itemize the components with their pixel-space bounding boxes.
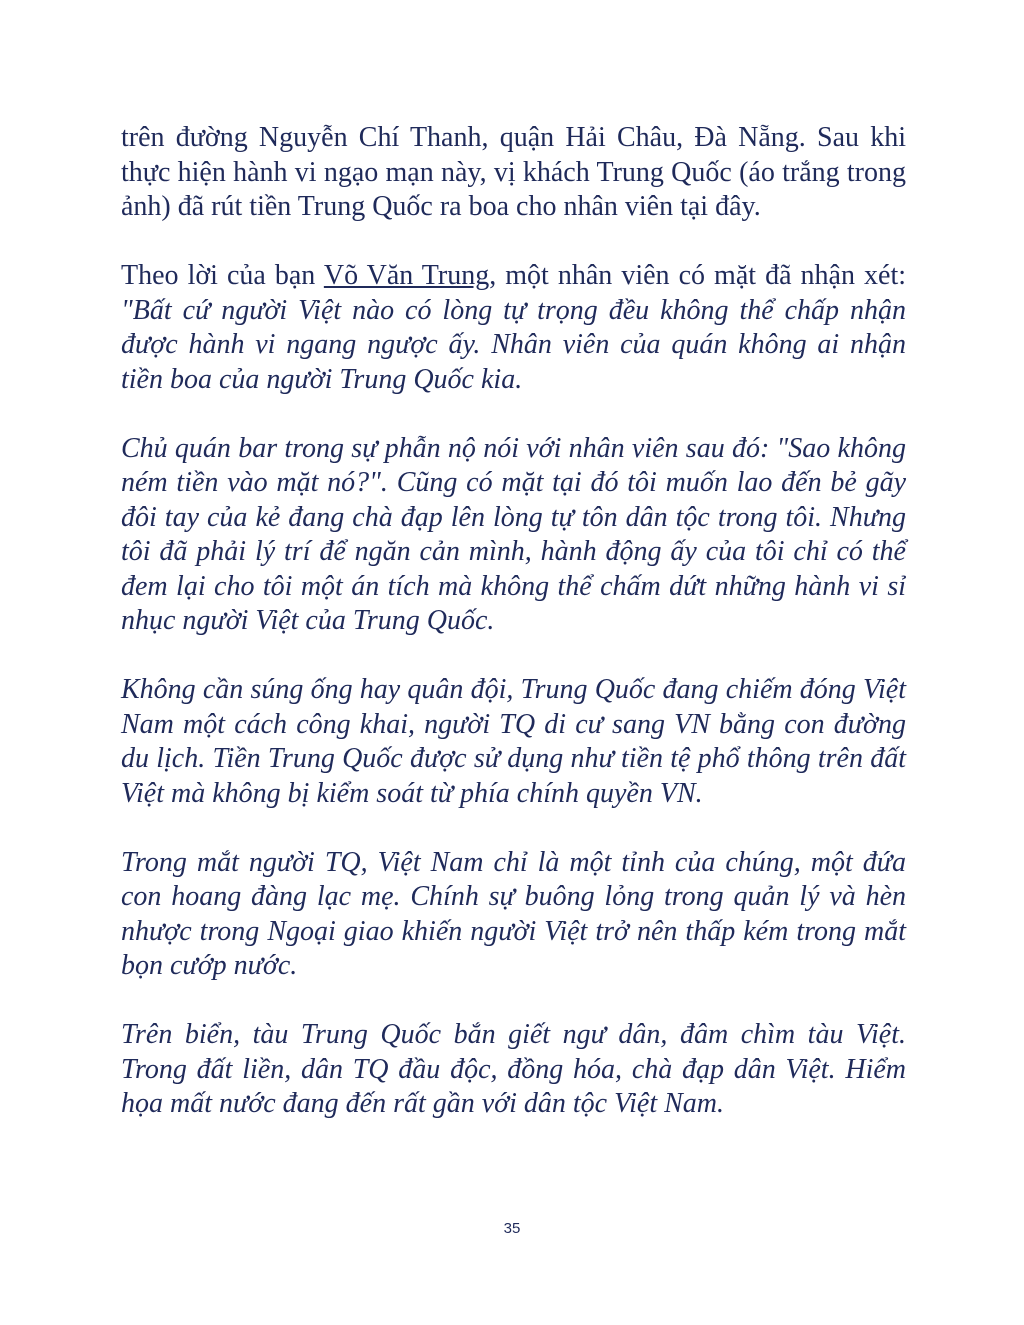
paragraph-2-continuation: , một nhân viên có mặt đã nhận xét: <box>489 260 906 291</box>
name-link[interactable]: Võ Văn Trung <box>323 260 490 291</box>
paragraph-1: trên đường Nguyễn Chí Thanh, quận Hải Châu, Đà Nẵng. Sau khi thực hiện hành vi ngạo mạn này, vị khách Trung Quốc (áo trắng trong ảnh) đã rút tiền Trung Quốc ra boa cho nhân viên tại đây. <box>121 122 906 222</box>
paragraph-2-quote: "Bất cứ người Việt nào có lòng tự trọng đều không thể chấp nhận được hành vi ngang ngược ấy. Nhân viên của quán không ai nhận tiền boa của người Trung Quốc kia. <box>121 294 906 395</box>
paragraph-2-intro: Theo lời của bạn <box>121 260 324 291</box>
paragraph-2 <box>121 259 906 397</box>
paragraph-4: Không cần súng ống hay quân đội, Trung Quốc đang chiếm đóng Việt Nam một cách công khai, người TQ di cư sang VN bằng con đường du lịch. Tiền Trung Quốc được sử dụng như tiền tệ phổ thông trên đất Việt mà không bị kiểm soát từ phía chính quyền VN. <box>121 674 906 809</box>
paragraph-6: Trên biển, tàu Trung Quốc bắn giết ngư dân, đâm chìm tàu Việt. Trong đất liền, dân TQ đầu độc, đồng hóa, chà đạp dân Việt. Hiểm họa mất nước đang đến rất gần với dân tộc Việt Nam. <box>121 1019 906 1119</box>
page-number: 35 <box>503 1220 521 1237</box>
paragraph-5: Trong mắt người TQ, Việt Nam chỉ là một tỉnh của chúng, một đứa con hoang đàng lạc mẹ. Chính sự buông lỏng trong quản lý và hèn nhược trong Ngoại giao khiến người Việt trở nên thấp kém trong mắt bọn cướp nước. <box>121 846 906 981</box>
paragraph-3: Chủ quán bar trong sự phẫn nộ nói với nhân viên sau đó: "Sao không ném tiền vào mặt nó?". Cũng có mặt tại đó tôi muốn lao đến bẻ gãy đôi tay của kẻ đang chà đạp lên lòng tự tôn dân tộc trong tôi. Nhưng tôi đã phải lý trí để ngăn cản mình, hành động ấy của tôi chỉ có thể đem lại cho tôi một án tích mà không thể chấm dứt những hành vi sỉ nhục người Việt của Trung Quốc. <box>121 432 906 636</box>
document-body <box>121 121 906 1156</box>
